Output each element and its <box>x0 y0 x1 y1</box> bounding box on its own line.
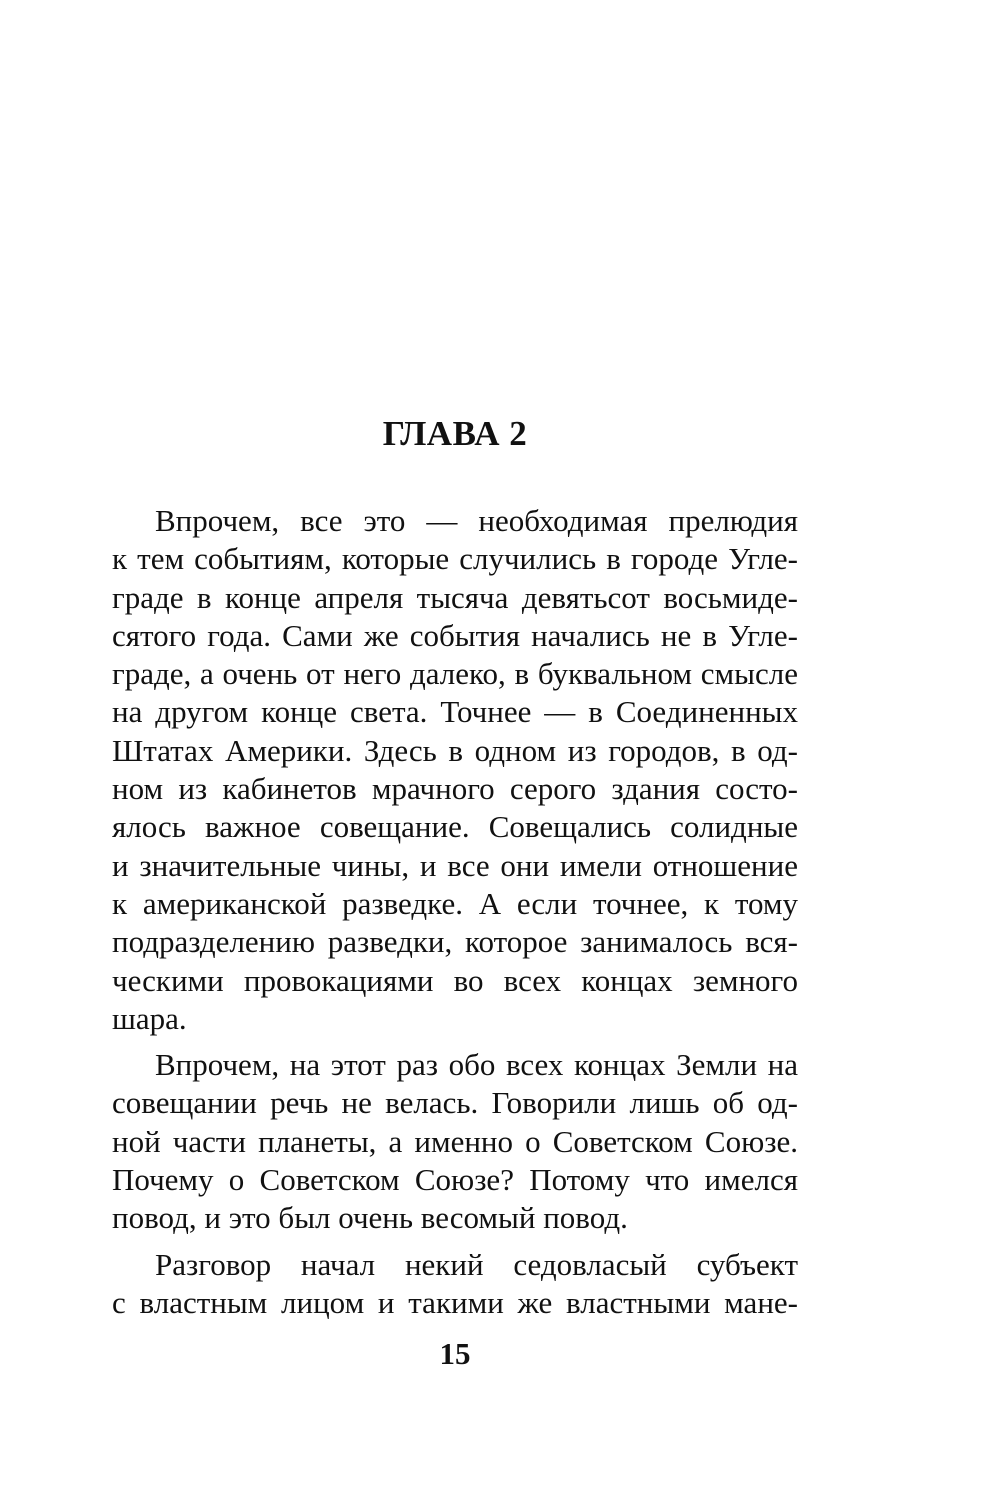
text-line: Впрочем, на этот раз обо всех концах Земли на <box>155 1047 798 1083</box>
text-line: Впрочем, все это — необходимая прелюдия <box>155 503 798 538</box>
text-line: к тем событиям, которые случились в городе Угле- <box>112 541 798 577</box>
text-line: с властным лицом и такими же властными мане- <box>112 1284 798 1320</box>
text-line: Почему о Советском Союзе? Потому что имелся <box>112 1162 798 1198</box>
paragraph-1 <box>112 502 798 1038</box>
text-line: ческими провокациями во всех концах земного <box>112 962 798 998</box>
text-line: подразделению разведки, которое занималось вся- <box>112 924 798 960</box>
text-line: и значительные чины, и все они имели отношение <box>112 847 798 883</box>
text-line: граде, а очень от него далеко, в буквальном смысле <box>112 656 798 692</box>
text-line: на другом конце света. Точнее — в Соединенных <box>112 694 798 730</box>
chapter-title: ГЛАВА 2 <box>382 414 528 453</box>
text-line: ной части планеты, а именно о Советском Союзе. <box>112 1123 798 1159</box>
paragraph-2 <box>112 1046 798 1237</box>
text-line: совещании речь не велась. Говорили лишь об од- <box>112 1085 798 1121</box>
text-line: ном из кабинетов мрачного серого здания состо- <box>112 771 798 807</box>
text-line: Разговор начал некий седовласый субъект <box>155 1246 798 1282</box>
text-line: ялось важное совещание. Совещались солидные <box>112 809 798 845</box>
page-number: 15 <box>439 1336 471 1371</box>
paragraph-3 <box>112 1246 798 1323</box>
body-text <box>112 502 798 1322</box>
text-line: шара. <box>112 1000 187 1036</box>
text-line: Штатах Америки. Здесь в одном из городов, в од- <box>112 732 798 768</box>
text-line: граде в конце апреля тысяча девятьсот восьмиде- <box>112 579 798 615</box>
text-line: к американской разведке. А если точнее, к тому <box>112 885 798 921</box>
text-line: повод, и это был очень весомый повод. <box>112 1200 628 1236</box>
text-line: сятого года. Сами же события начались не в Угле- <box>112 617 798 653</box>
